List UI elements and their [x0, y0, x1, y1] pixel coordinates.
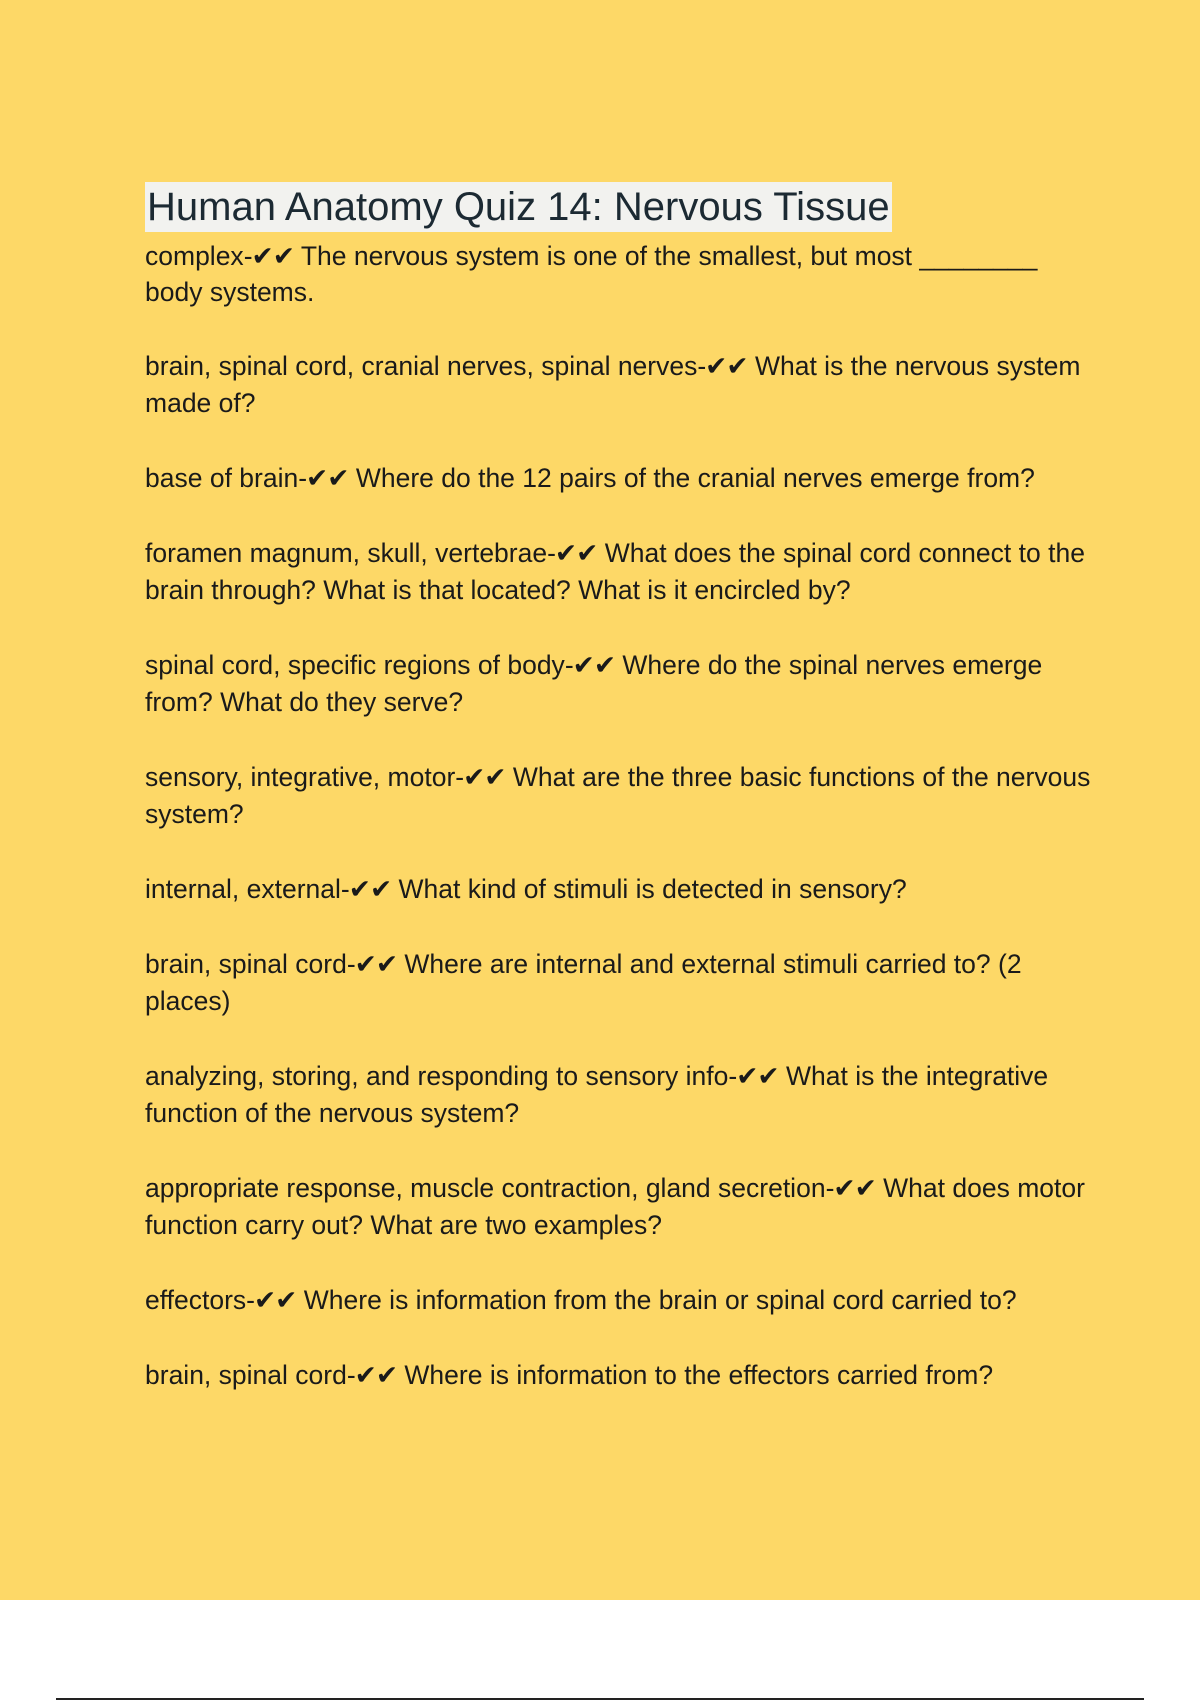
checkmark-icon: -✔✔ [697, 351, 748, 381]
qa-item [145, 238, 1095, 310]
qa-answer: base of brain [145, 463, 299, 493]
checkmark-icon: -✔✔ [728, 1061, 779, 1091]
qa-question: What does the spinal cord connect to the brain through? What is that located? What is it encircled by? [145, 538, 1085, 605]
qa-answer: appropriate response, muscle contraction, gland secretion [145, 1173, 826, 1203]
qa-question: What kind of stimuli is detected in sensory? [398, 874, 907, 904]
checkmark-icon: -✔✔ [298, 463, 349, 493]
qa-question: What are the three basic functions of the nervous system? [145, 762, 1091, 829]
qa-answer: foramen magnum, skull, vertebrae [145, 538, 548, 568]
qa-question: What is the nervous system made of? [145, 351, 1081, 418]
qa-answer: brain, spinal cord [145, 1360, 347, 1390]
qa-item [145, 946, 1095, 1020]
qa-item [145, 1058, 1095, 1132]
qa-question: The nervous system is one of the smallest, but most ________ body systems. [145, 241, 1038, 307]
qa-answer: internal, external [145, 874, 341, 904]
qa-list [145, 238, 1095, 1394]
checkmark-icon: -✔✔ [346, 949, 398, 979]
checkmark-icon: -✔✔ [340, 874, 392, 904]
document-content [145, 182, 1095, 1432]
document-title: Human Anatomy Quiz 14: Nervous Tissue [145, 182, 892, 232]
checkmark-icon: -✔✔ [246, 1285, 297, 1315]
checkmark-icon: -✔✔ [346, 1360, 398, 1390]
qa-answer: spinal cord, specific regions of body [145, 650, 565, 680]
qa-item [145, 348, 1095, 422]
qa-item [145, 647, 1095, 721]
qa-answer: brain, spinal cord, cranial nerves, spinal nerves [145, 351, 698, 381]
qa-question: Where is information to the effectors carried from? [404, 1360, 994, 1390]
checkmark-icon: -✔✔ [243, 241, 294, 271]
checkmark-icon: -✔✔ [825, 1173, 876, 1203]
qa-item [145, 759, 1095, 833]
qa-question: Where do the 12 pairs of the cranial nerves emerge from? [355, 463, 1035, 493]
checkmark-icon: -✔✔ [455, 762, 506, 792]
qa-question: What does motor function carry out? What are two examples? [145, 1173, 1085, 1240]
qa-item [145, 1282, 1095, 1319]
qa-question: Where is information from the brain or spinal cord carried to? [303, 1285, 1017, 1315]
qa-answer: analyzing, storing, and responding to sensory info [145, 1061, 729, 1091]
qa-item [145, 871, 1095, 908]
qa-answer: brain, spinal cord [145, 949, 347, 979]
qa-answer: sensory, integrative, motor [145, 762, 456, 792]
qa-question: Where are internal and external stimuli carried to? (2 places) [145, 949, 1022, 1016]
checkmark-icon: -✔✔ [564, 650, 616, 680]
qa-item [145, 1170, 1095, 1244]
qa-item [145, 535, 1095, 609]
qa-question: What is the integrative function of the nervous system? [145, 1061, 1049, 1128]
qa-item [145, 460, 1095, 497]
qa-item [145, 1357, 1095, 1394]
qa-answer: effectors [145, 1285, 247, 1315]
qa-answer: complex [145, 241, 244, 271]
qa-question: Where do the spinal nerves emerge from? What do they serve? [145, 650, 1043, 717]
checkmark-icon: -✔✔ [547, 538, 598, 568]
